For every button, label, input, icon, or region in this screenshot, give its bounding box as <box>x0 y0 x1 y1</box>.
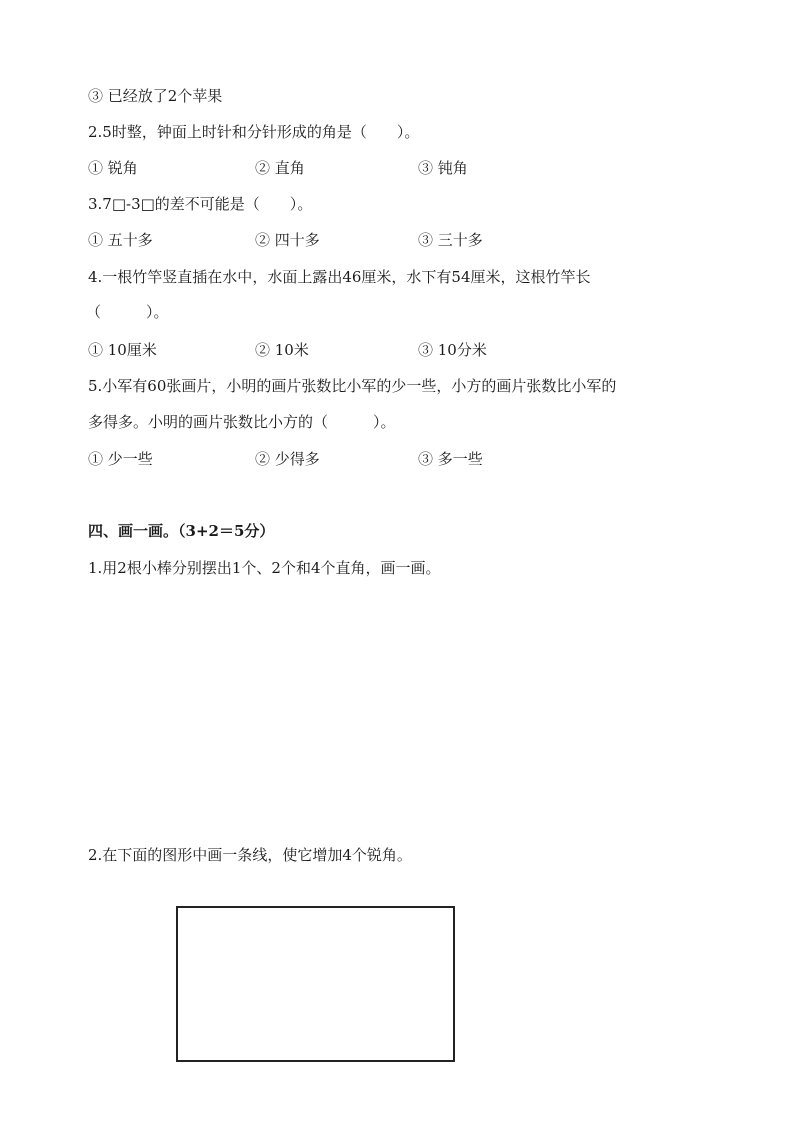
question-4-text-line1: 4.一根竹竿竖直插在水中，水面上露出46厘米，水下有54厘米，这根竹竿长 <box>88 268 591 286</box>
q2-option-3[interactable]: ③ 钝角 <box>418 159 468 177</box>
question-4-text-line2: （ ）。 <box>86 303 169 321</box>
question-5-options <box>88 449 708 469</box>
q5-option-2[interactable]: ② 少得多 <box>255 450 320 468</box>
section-4-question-1: 1.用2根小棒分别摆出1个、2个和4个直角，画一画。 <box>88 559 441 577</box>
question-2-options <box>88 158 708 178</box>
q3-option-2[interactable]: ② 四十多 <box>255 231 320 249</box>
question-3-options <box>88 230 708 250</box>
q2-option-1[interactable]: ① 锐角 <box>88 159 138 177</box>
q5-option-3[interactable]: ③ 多一些 <box>418 450 483 468</box>
section-4-title: 四、画一画。（3+2＝5分） <box>88 522 275 540</box>
question-5-text-line1: 5.小军有60张画片，小明的画片张数比小军的少一些，小方的画片张数比小军的 <box>88 377 617 395</box>
q4-option-2[interactable]: ② 10米 <box>255 341 309 359</box>
q4-option-1[interactable]: ① 10厘米 <box>88 341 157 359</box>
q5-option-1[interactable]: ① 少一些 <box>88 450 153 468</box>
question-5-text-line2: 多得多。小明的画片张数比小方的（ ）。 <box>88 413 396 431</box>
q4-option-3[interactable]: ③ 10分米 <box>418 341 487 359</box>
q3-option-1[interactable]: ① 五十多 <box>88 231 153 249</box>
q1-option-3: ③ 已经放了2个苹果 <box>88 87 223 105</box>
q3-option-3[interactable]: ③ 三十多 <box>418 231 483 249</box>
question-2-text: 2.5时整，钟面上时针和分针形成的角是（ ）。 <box>88 123 420 141</box>
question-4-options <box>88 340 708 360</box>
drawing-rectangle[interactable] <box>176 906 455 1062</box>
q2-option-2[interactable]: ② 直角 <box>255 159 305 177</box>
section-4-question-2: 2.在下面的图形中画一条线，使它增加4个锐角。 <box>88 846 412 864</box>
question-3-text: 3.7□-3□的差不可能是（ ）。 <box>88 195 313 213</box>
